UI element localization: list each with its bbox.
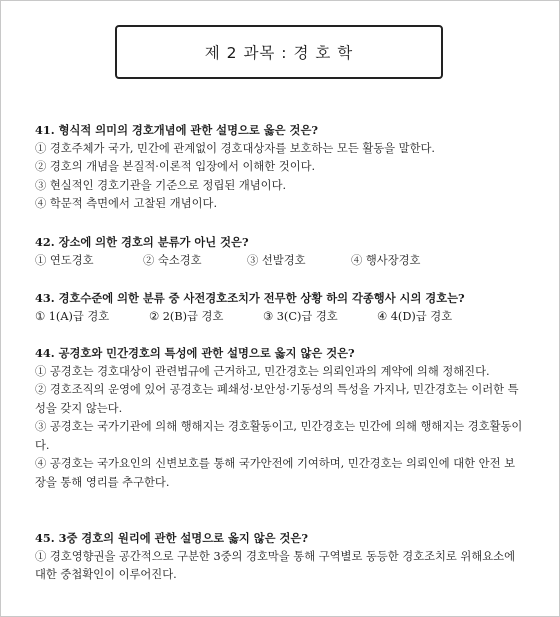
- question-41-option-2: ② 경호의 개념을 본질적·이론적 입장에서 이해한 것이다.: [35, 160, 316, 173]
- question-42-option-4: ④ 행사장경호: [351, 253, 421, 267]
- subject-title-box: [115, 25, 443, 79]
- question-45: [35, 529, 523, 585]
- question-44-option-2: ② 경호조직의 운영에 있어 공경호는 폐쇄성·보안성·기동성의 특성을 가지나, 민간경호는 이러한 특성을 갖지 않는다.: [35, 383, 519, 415]
- question-41-option-3: ③ 현실적인 경호기관을 기준으로 정립된 개념이다.: [35, 178, 287, 192]
- question-43-option-4: ④ 4(D)급 경호: [377, 309, 453, 323]
- question-42-text: 42. 장소에 의한 경호의 분류가 아닌 것은?: [35, 235, 249, 249]
- question-44-text: 44. 공경호와 민간경호의 특성에 관한 설명으로 옳지 않은 것은?: [35, 346, 355, 360]
- question-43-text: 43. 경호수준에 의한 분류 중 사전경호조치가 전무한 상황 하의 각종행사 시의 경호는?: [35, 291, 465, 305]
- question-41: [35, 121, 523, 214]
- question-41-text: 41. 형식적 의미의 경호개념에 관한 설명으로 옳은 것은?: [35, 123, 318, 137]
- question-43-option-1: ① 1(A)급 경호: [35, 309, 110, 323]
- question-42-option-1: ① 연도경호: [35, 253, 94, 267]
- question-43-option-2: ② 2(B)급 경호: [149, 309, 224, 323]
- subject-title: 제 2 과목 : 경 호 학: [204, 44, 354, 62]
- question-43: [35, 289, 523, 326]
- question-44-option-4: ④ 공경호는 국가요인의 신변보호를 통해 국가안전에 기여하며, 민간경호는 의뢰인에 대한 안전 보장을 통해 영리를 추구한다.: [35, 457, 515, 489]
- question-44-option-1: ① 공경호는 경호대상이 관련법규에 근거하고, 민간경호는 의뢰인과의 계약에 의해 정해진다.: [35, 364, 490, 378]
- question-42: [35, 233, 523, 270]
- question-43-option-3: ③ 3(C)급 경호: [263, 309, 338, 323]
- question-44: [35, 344, 523, 492]
- question-42-option-3: ③ 선발경호: [247, 253, 306, 267]
- question-42-options: [35, 252, 523, 271]
- question-45-option-1: ① 경호영향권을 공간적으로 구분한 3중의 경호막을 통해 구역별로 동등한 경호조치로 위해요소에 대한 중첩확인이 이루어진다.: [35, 549, 515, 581]
- question-44-option-3: ③ 공경호는 국가기관에 의해 행해지는 경호활동이고, 민간경호는 민간에 의해 행해지는 경호활동이다.: [35, 420, 523, 452]
- question-42-option-2: ② 숙소경호: [143, 253, 202, 267]
- question-41-option-4: ④ 학문적 측면에서 고찰된 개념이다.: [35, 197, 218, 210]
- question-45-text: 45. 3중 경호의 원리에 관한 설명으로 옳지 않은 것은?: [35, 531, 308, 545]
- question-41-option-1: ① 경호주체가 국가, 민간에 관계없이 경호대상자를 보호하는 모든 활동을 말한다.: [35, 141, 436, 155]
- question-43-options: [35, 308, 523, 327]
